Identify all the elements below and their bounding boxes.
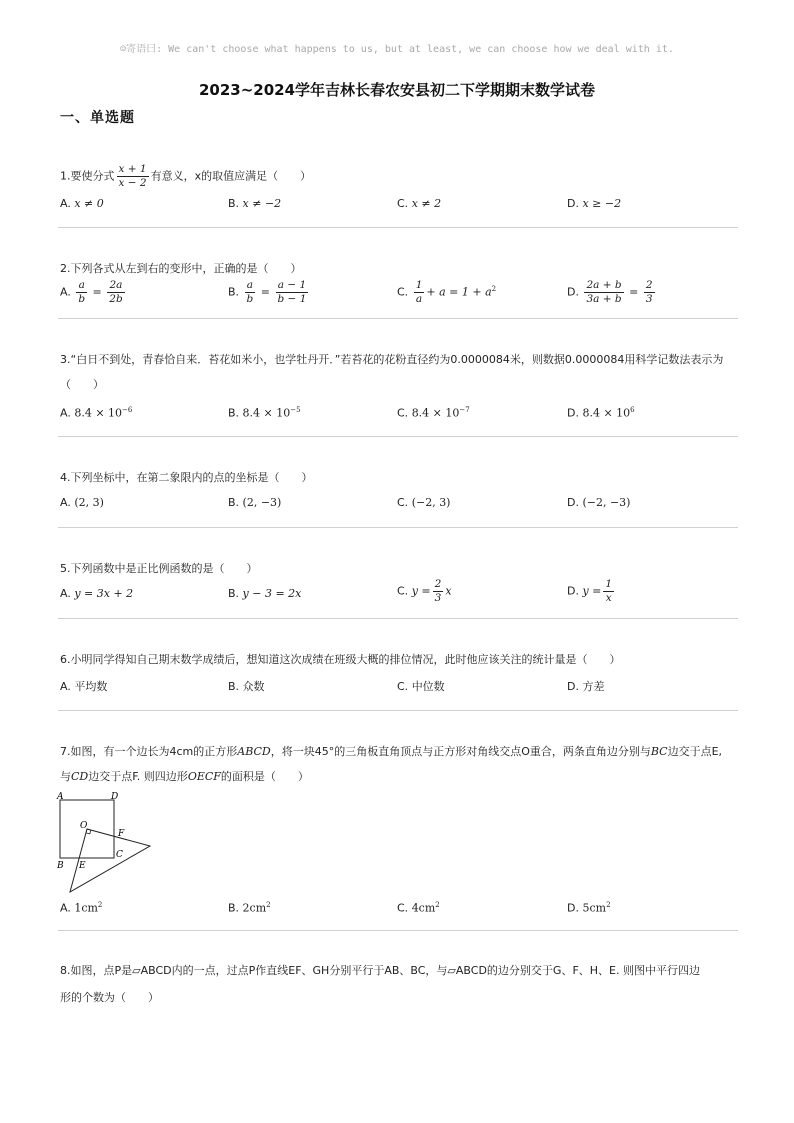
option-a[interactable]: A. x ≠ 0 bbox=[60, 197, 104, 210]
question-stem: 3.“白日不到处，青春恰自来．苔花如米小，也学牡丹开．”若苔花的花粉直径约为0.0000084米，则数据0.0000084用科学记数法表示为 bbox=[60, 353, 724, 366]
page-title: 2023~2024学年吉林长春农安县初二下学期期末数学试卷 bbox=[198, 81, 596, 99]
label-o: O bbox=[80, 821, 88, 831]
option-c[interactable]: C. 中位数 bbox=[397, 680, 445, 693]
divider bbox=[58, 527, 738, 528]
question-7 bbox=[57, 744, 740, 915]
option-d[interactable]: D. $\frac{2a + b}{3a + b}$ = $\frac{2}{3}$ bbox=[567, 279, 653, 305]
option-b[interactable]: B. x ≠ −2 bbox=[228, 197, 282, 210]
question-6 bbox=[60, 652, 740, 697]
question-stem-cont: 形的个数为（ ） bbox=[60, 991, 159, 1004]
question-stem: 4.下列坐标中，在第二象限内的点的坐标是（ ） bbox=[60, 471, 313, 484]
question-stem: 1.要使分式 $\frac{x + 1}{x - 2}$ 有意义，x的取值应满足（ ） bbox=[60, 163, 312, 189]
option-b[interactable]: B. $2cm^2$ bbox=[228, 901, 271, 915]
label-b: B bbox=[57, 861, 64, 871]
option-d[interactable]: D. 方差 bbox=[567, 680, 605, 693]
label-e: E bbox=[79, 861, 86, 871]
question-stem: 2.下列各式从左到右的变形中，正确的是（ ） bbox=[60, 262, 302, 275]
option-a[interactable]: A. 平均数 bbox=[60, 680, 108, 693]
question-stem: 5.下列函数中是正比例函数的是（ ） bbox=[60, 562, 258, 575]
option-c[interactable]: C. $\frac{1}{a}$ + $a = 1 + a^2$ bbox=[397, 279, 497, 305]
divider bbox=[58, 227, 738, 228]
fraction: $\frac{x + 1}{x - 2}$ bbox=[118, 163, 147, 189]
question-stem-cont: 与CD边交于点F. 则四边形OECF的面积是（ ） bbox=[60, 770, 309, 783]
section-heading: 一、单选题 bbox=[60, 110, 135, 126]
option-d[interactable]: D. $5cm^2$ bbox=[567, 901, 611, 915]
option-c[interactable]: C. y = $\frac{2}{3}$ x bbox=[397, 578, 452, 604]
question-8 bbox=[60, 963, 740, 1008]
option-b[interactable]: B. $\frac{a}{b}$ = $\frac{a - 1}{b - 1}$ bbox=[228, 279, 307, 305]
question-stem-cont: （ ） bbox=[60, 378, 104, 391]
question-1 bbox=[60, 160, 740, 215]
divider bbox=[58, 930, 738, 931]
square-triangle-figure bbox=[56, 790, 156, 895]
label-f: F bbox=[118, 829, 125, 839]
question-stem: 8.如图，点P是▱ABCD内的一点，过点P作直线EF、GH分别平行于AB、BC，与▱ABCD的边分别交于G、F、H、E. 则图中平行四边 bbox=[60, 964, 700, 977]
question-4 bbox=[60, 470, 740, 515]
option-c[interactable]: C. $4cm^2$ bbox=[397, 901, 440, 915]
divider bbox=[58, 710, 738, 711]
divider bbox=[58, 618, 738, 619]
question-stem: 6.小明同学得知自己期末数学成绩后，想知道这次成绩在班级大概的排位情况，此时他应该关注的统计量是（ ） bbox=[60, 653, 621, 666]
label-d: D bbox=[111, 792, 119, 802]
option-a[interactable]: A. $\frac{a}{b}$ = $\frac{2a}{2b}$ bbox=[60, 279, 123, 305]
option-b[interactable]: B. $8.4 \times 10^{-5}$ bbox=[228, 406, 301, 420]
question-5 bbox=[60, 561, 740, 611]
option-b[interactable]: B. 众数 bbox=[228, 680, 265, 693]
option-a[interactable]: A. (2, 3) bbox=[60, 496, 104, 509]
motto-header: ☺寄语曰: We can't choose what happens to us, but at least, we can choose how we deal with it. bbox=[120, 44, 674, 55]
option-c[interactable]: C. $8.4 \times 10^{-7}$ bbox=[397, 406, 470, 420]
option-c[interactable]: C. (−2, 3) bbox=[397, 496, 451, 509]
label-c: C bbox=[116, 850, 123, 860]
option-a[interactable]: A. $8.4 \times 10^{-6}$ bbox=[60, 406, 133, 420]
option-d[interactable]: D. y = $\frac{1}{x}$ bbox=[567, 578, 613, 604]
divider bbox=[58, 436, 738, 437]
question-3 bbox=[60, 352, 740, 422]
option-d[interactable]: D. $8.4 \times 10^6$ bbox=[567, 406, 635, 420]
option-b[interactable]: B. (2, −3) bbox=[228, 496, 282, 509]
option-d[interactable]: D. (−2, −3) bbox=[567, 496, 631, 509]
option-c[interactable]: C. x ≠ 2 bbox=[397, 197, 442, 210]
option-a[interactable]: A. y = 3x + 2 bbox=[60, 587, 134, 600]
label-a: A bbox=[57, 792, 64, 802]
option-d[interactable]: D. x ≥ −2 bbox=[567, 197, 622, 210]
option-a[interactable]: A. $1cm^2$ bbox=[60, 901, 103, 915]
divider bbox=[58, 318, 738, 319]
option-b[interactable]: B. y − 3 = 2x bbox=[228, 587, 302, 600]
question-stem: 7.如图，有一个边长为4cm的正方形ABCD，将一块45°的三角板直角顶点与正方形对角线交点O重合，两条直角边分别与BC边交于点E, bbox=[60, 745, 723, 758]
question-2 bbox=[60, 261, 740, 316]
